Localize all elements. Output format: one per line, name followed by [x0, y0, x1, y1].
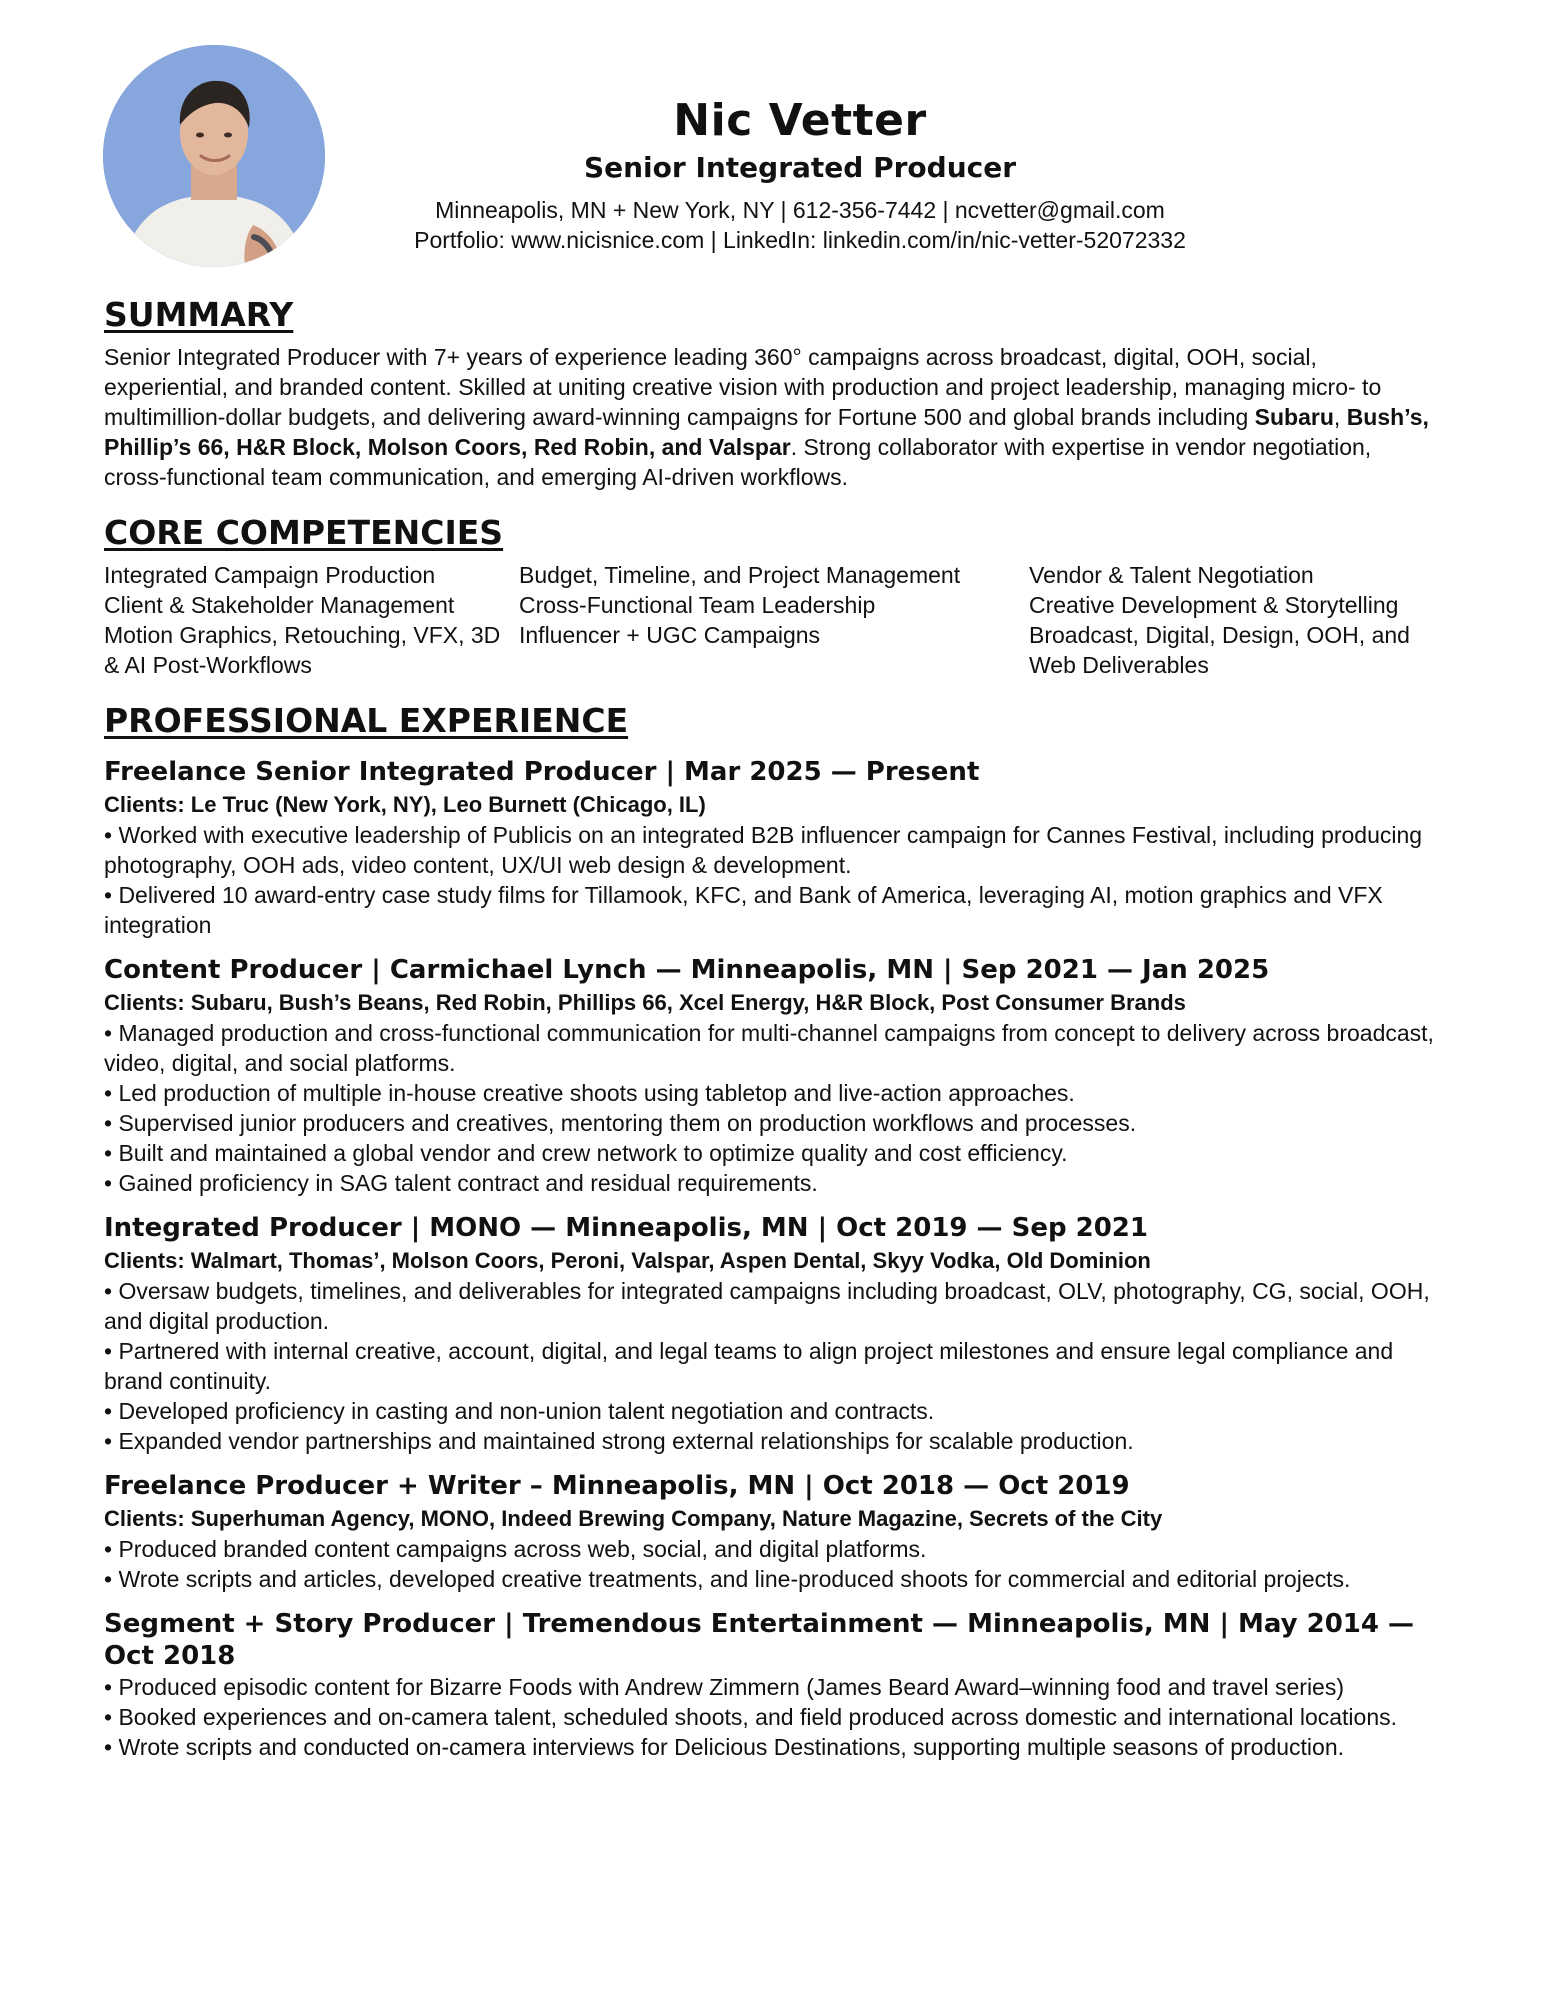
resume-header	[300, 95, 1300, 255]
job-title: Freelance Producer + Writer – Minneapolis, MN | Oct 2018 — Oct 2019	[104, 1471, 1130, 1501]
competencies-section	[104, 512, 1449, 680]
job-bullet: • Built and maintained a global vendor and crew network to optimize quality and cost efficiency.	[104, 1140, 1068, 1166]
job-entry	[104, 954, 1449, 1198]
job-bullet: • Delivered 10 award-entry case study films for Tillamook, KFC, and Bank of America, leveraging AI, motion graphics and VFX integration	[104, 882, 1383, 938]
job-entry	[104, 1608, 1449, 1762]
job-bullet: • Developed proficiency in casting and non-union talent negotiation and contracts.	[104, 1398, 935, 1424]
competency-item: Broadcast, Digital, Design, OOH, and Web Deliverables	[1029, 622, 1410, 678]
competency-item: Integrated Campaign Production	[104, 562, 436, 588]
job-bullet: • Oversaw budgets, timelines, and deliverables for integrated campaigns including broadcast, OLV, photography, CG, social, OOH, and digital production.	[104, 1278, 1430, 1334]
job-bullet: • Led production of multiple in-house creative shoots using tabletop and live-action approaches.	[104, 1080, 1075, 1106]
portrait-illustration	[103, 45, 325, 267]
competencies-grid	[104, 560, 1459, 680]
job-title: Freelance Senior Integrated Producer | Mar 2025 — Present	[104, 757, 980, 787]
job-entry	[104, 1212, 1449, 1456]
job-bullet: • Gained proficiency in SAG talent contract and residual requirements.	[104, 1170, 818, 1196]
contact-line-2: Portfolio: www.nicisnice.com | LinkedIn: linkedin.com/in/nic-vetter-52072332	[414, 227, 1186, 253]
experience-section	[104, 700, 1449, 1762]
contact-line-1: Minneapolis, MN + New York, NY | 612-356-7442 | ncvetter@gmail.com	[435, 197, 1165, 223]
candidate-name: Nic Vetter	[673, 95, 927, 146]
job-entry	[104, 1470, 1449, 1594]
job-bullet: • Supervised junior producers and creatives, mentoring them on production workflows and processes.	[104, 1110, 1137, 1136]
job-bullet: • Expanded vendor partnerships and maintained strong external relationships for scalable production.	[104, 1428, 1134, 1454]
job-bullet: • Wrote scripts and conducted on-camera interviews for Delicious Destinations, supporting multiple seasons of production.	[104, 1734, 1345, 1760]
competency-item: Creative Development & Storytelling	[1029, 592, 1399, 618]
competency-item: Cross-Functional Team Leadership	[519, 592, 876, 618]
job-title: Integrated Producer | MONO — Minneapolis, MN | Oct 2019 — Sep 2021	[104, 1213, 1148, 1243]
competency-item: Budget, Timeline, and Project Management	[519, 562, 961, 588]
summary-heading: SUMMARY	[104, 295, 294, 334]
summary-text: Senior Integrated Producer with 7+ years of experience leading 360° campaigns across broadcast, digital, OOH, social, experiential, and branded content. Skilled at uniting creative vision with production and project leadership, managing micro- to multimillion-dollar budgets, and delivering award-winning campaigns for Fortune 500 and global brands including Subaru, Bush’s, Phillip’s 66, H&R Block, Molson Coors, Red Robin, and Valspar. Strong collaborator with expertise in vendor negotiation, cross-functional team communication, and emerging AI-driven workflows.	[104, 344, 1429, 490]
resume-body	[104, 294, 1449, 1762]
job-clients: Clients: Walmart, Thomas’, Molson Coors, Peroni, Valspar, Aspen Dental, Skyy Vodka, Old Dominion	[104, 1248, 1151, 1273]
competency-item: Motion Graphics, Retouching, VFX, 3D & AI Post-Workflows	[104, 622, 501, 678]
job-bullet: • Produced branded content campaigns across web, social, and digital platforms.	[104, 1536, 927, 1562]
job-clients: Clients: Subaru, Bush’s Beans, Red Robin, Phillips 66, Xcel Energy, H&R Block, Post Consumer Brands	[104, 990, 1186, 1015]
job-bullet: • Worked with executive leadership of Publicis on an integrated B2B influencer campaign for Cannes Festival, including producing photography, OOH ads, video content, UX/UI web design & development.	[104, 822, 1423, 878]
candidate-title: Senior Integrated Producer	[583, 151, 1017, 184]
job-clients: Clients: Superhuman Agency, MONO, Indeed Brewing Company, Nature Magazine, Secrets of the City	[104, 1506, 1163, 1531]
competency-item: Influencer + UGC Campaigns	[519, 622, 821, 648]
job-bullet: • Wrote scripts and articles, developed creative treatments, and line-produced shoots for commercial and editorial projects.	[104, 1566, 1351, 1592]
job-bullet: • Produced episodic content for Bizarre Foods with Andrew Zimmern (James Beard Award–winning food and travel series)	[104, 1674, 1345, 1700]
competency-item: Client & Stakeholder Management	[104, 592, 455, 618]
job-entry	[104, 756, 1449, 940]
job-clients: Clients: Le Truc (New York, NY), Leo Burnett (Chicago, IL)	[104, 792, 706, 817]
job-title: Content Producer | Carmichael Lynch — Minneapolis, MN | Sep 2021 — Jan 2025	[104, 955, 1270, 985]
job-title: Segment + Story Producer | Tremendous Entertainment — Minneapolis, MN | May 2014 — Oct 2018	[104, 1609, 1415, 1671]
competency-item: Vendor & Talent Negotiation	[1029, 562, 1314, 588]
profile-photo	[103, 45, 325, 267]
summary-section	[104, 294, 1449, 492]
experience-heading: PROFESSIONAL EXPERIENCE	[104, 701, 629, 740]
job-bullet: • Managed production and cross-functional communication for multi-channel campaigns from concept to delivery across broadcast, video, digital, and social platforms.	[104, 1020, 1434, 1076]
job-bullet: • Partnered with internal creative, account, digital, and legal teams to align project milestones and ensure legal compliance and brand continuity.	[104, 1338, 1394, 1394]
competencies-heading: CORE COMPETENCIES	[104, 513, 504, 552]
job-bullet: • Booked experiences and on-camera talent, scheduled shoots, and field produced across domestic and international locations.	[104, 1704, 1398, 1730]
